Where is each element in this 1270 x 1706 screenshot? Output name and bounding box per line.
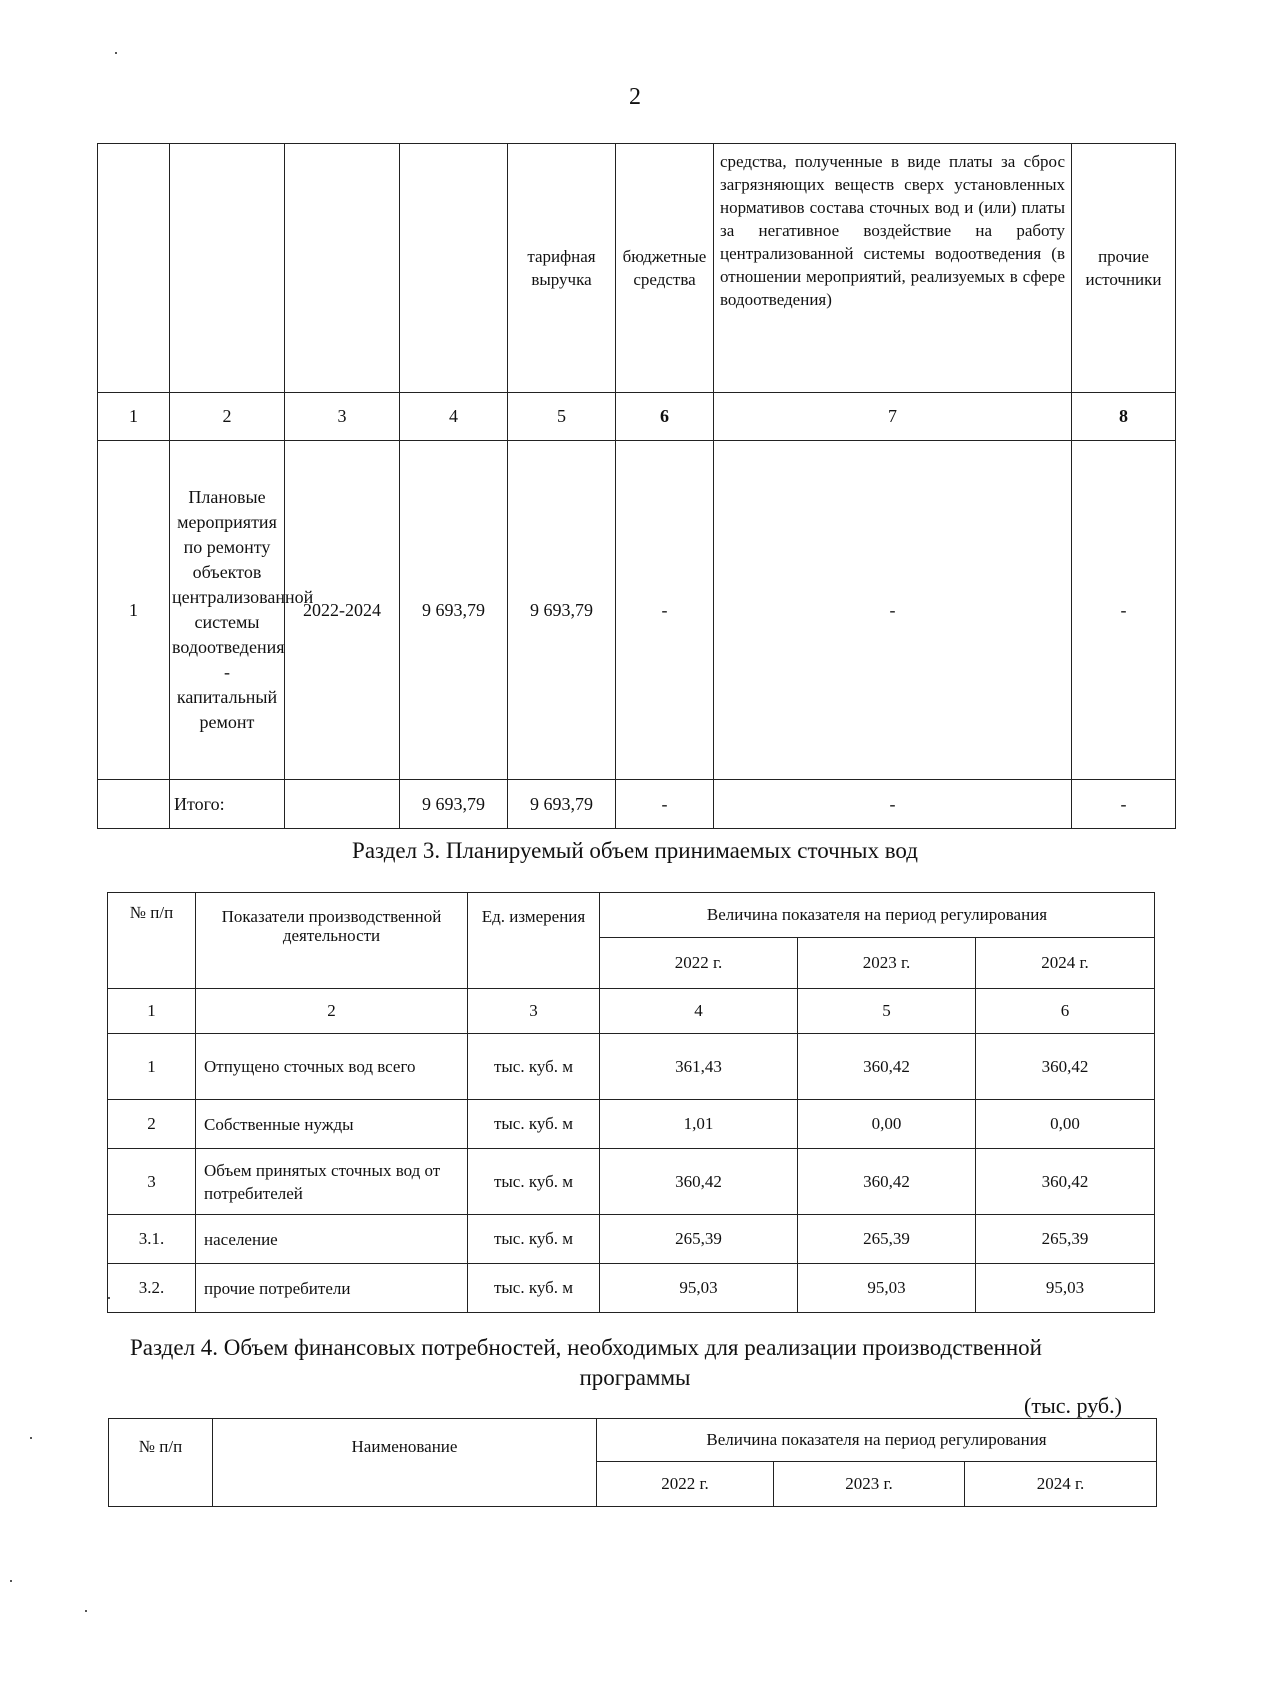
total-other: - [1072, 780, 1176, 829]
total-empty [98, 780, 170, 829]
row-total: 9 693,79 [400, 441, 508, 780]
column-number: 7 [714, 393, 1072, 441]
total-empty [285, 780, 400, 829]
total-label: Итого: [170, 780, 285, 829]
table-row [108, 1215, 1155, 1264]
row-value-2023: 0,00 [798, 1100, 976, 1149]
financial-needs-table [108, 1418, 1157, 1507]
column-number: 2 [170, 393, 285, 441]
header-cell-empty [400, 144, 508, 393]
row-indicator: Отпущено сточных вод всего [196, 1034, 468, 1100]
total-budget: - [616, 780, 714, 829]
column-number: 1 [98, 393, 170, 441]
row-value-2024: 265,39 [976, 1215, 1155, 1264]
header-pollution-fees: средства, полученные в виде платы за сброс загрязняющих веществ сверх установленных нормативов состава сточных вод и (или) платы за негативное воздействие на работу централизованной системы водоотведения (в отношении мероприятий, реализуемых в сфере водоотведения) [714, 144, 1072, 393]
section-4-title: Раздел 4. Объем финансовых потребностей, необходимых для реализации производственной [130, 1335, 1042, 1360]
total-row [98, 780, 1176, 829]
total-fees: - [714, 780, 1072, 829]
wastewater-volume-table [107, 892, 1155, 1313]
row-num: 1 [108, 1034, 196, 1100]
total-sum: 9 693,79 [400, 780, 508, 829]
row-value-2022: 1,01 [600, 1100, 798, 1149]
column-number: 5 [798, 989, 976, 1034]
column-number: 8 [1072, 393, 1176, 441]
header-cell-empty [98, 144, 170, 393]
header-indicator: Показатели производственной деятельности [196, 893, 468, 989]
row-value-2024: 360,42 [976, 1034, 1155, 1100]
row-unit: тыс. куб. м [468, 1034, 600, 1100]
header-cell-empty [285, 144, 400, 393]
table-header-row [108, 893, 1155, 938]
header-tariff-revenue: тарифная выручка [508, 144, 616, 393]
header-num: № п/п [108, 893, 196, 989]
row-value-2023: 265,39 [798, 1215, 976, 1264]
row-fees: - [714, 441, 1072, 780]
row-indicator: Собственные нужды [196, 1100, 468, 1149]
scan-speck [10, 1580, 12, 1582]
column-number-row [108, 989, 1155, 1034]
row-indicator: прочие потребители [196, 1264, 468, 1313]
header-year-2022: 2022 г. [600, 938, 798, 989]
row-unit: тыс. куб. м [468, 1100, 600, 1149]
row-value-2024: 360,42 [976, 1149, 1155, 1215]
row-value-2022: 361,43 [600, 1034, 798, 1100]
scan-speck [108, 1297, 110, 1299]
header-num: № п/п [109, 1419, 213, 1507]
page-number: 2 [629, 84, 641, 110]
table-row [108, 1264, 1155, 1313]
column-number: 3 [285, 393, 400, 441]
column-number: 1 [108, 989, 196, 1034]
header-budget-funds: бюджетные средства [616, 144, 714, 393]
header-other-sources: прочие источники [1072, 144, 1176, 393]
row-value-2022: 360,42 [600, 1149, 798, 1215]
row-num: 2 [108, 1100, 196, 1149]
row-number: 1 [98, 441, 170, 780]
header-value-period: Величина показателя на период регулирования [597, 1419, 1157, 1462]
header-name: Наименование [213, 1419, 597, 1507]
row-indicator: Объем принятых сточных вод от потребителей [196, 1149, 468, 1215]
row-value-2024: 95,03 [976, 1264, 1155, 1313]
header-year-2024: 2024 г. [965, 1462, 1157, 1507]
header-cell-empty [170, 144, 285, 393]
row-tariff: 9 693,79 [508, 441, 616, 780]
column-number: 6 [616, 393, 714, 441]
column-number: 4 [400, 393, 508, 441]
header-unit: Ед. измерения [468, 893, 600, 989]
row-num: 3 [108, 1149, 196, 1215]
row-period: 2022-2024 [285, 441, 400, 780]
row-value-2022: 95,03 [600, 1264, 798, 1313]
total-tariff: 9 693,79 [508, 780, 616, 829]
row-value-2023: 360,42 [798, 1034, 976, 1100]
scan-speck [30, 1437, 32, 1439]
row-value-2023: 360,42 [798, 1149, 976, 1215]
row-unit: тыс. куб. м [468, 1264, 600, 1313]
row-other: - [1072, 441, 1176, 780]
row-value-2023: 95,03 [798, 1264, 976, 1313]
row-budget: - [616, 441, 714, 780]
section-4-title-continued: программы [579, 1365, 691, 1390]
table-row [98, 441, 1176, 780]
header-year-2023: 2023 г. [774, 1462, 965, 1507]
header-year-2024: 2024 г. [976, 938, 1155, 989]
row-value-2024: 0,00 [976, 1100, 1155, 1149]
column-number: 5 [508, 393, 616, 441]
row-unit: тыс. куб. м [468, 1215, 600, 1264]
table-row [108, 1034, 1155, 1100]
row-value-2022: 265,39 [600, 1215, 798, 1264]
column-number: 2 [196, 989, 468, 1034]
section-3-title: Раздел 3. Планируемый объем принимаемых сточных вод [352, 838, 918, 863]
financing-table [97, 143, 1176, 829]
column-number: 4 [600, 989, 798, 1034]
column-number-row [98, 393, 1176, 441]
table-row [108, 1100, 1155, 1149]
column-number: 3 [468, 989, 600, 1034]
header-value-period: Величина показателя на период регулирования [600, 893, 1155, 938]
header-year-2022: 2022 г. [597, 1462, 774, 1507]
row-num: 3.1. [108, 1215, 196, 1264]
scan-speck [85, 1610, 87, 1612]
scan-speck [115, 52, 117, 54]
units-label: (тыс. руб.) [1024, 1393, 1122, 1418]
row-indicator: население [196, 1215, 468, 1264]
table-header-row [98, 144, 1176, 393]
row-name: Плановые мероприятия по ремонту объектов централизованной системы водоотведения - капитальный ремонт [170, 441, 285, 780]
row-num: 3.2. [108, 1264, 196, 1313]
table-row [108, 1149, 1155, 1215]
column-number: 6 [976, 989, 1155, 1034]
header-year-2023: 2023 г. [798, 938, 976, 989]
table-header-row [109, 1419, 1157, 1462]
row-unit: тыс. куб. м [468, 1149, 600, 1215]
